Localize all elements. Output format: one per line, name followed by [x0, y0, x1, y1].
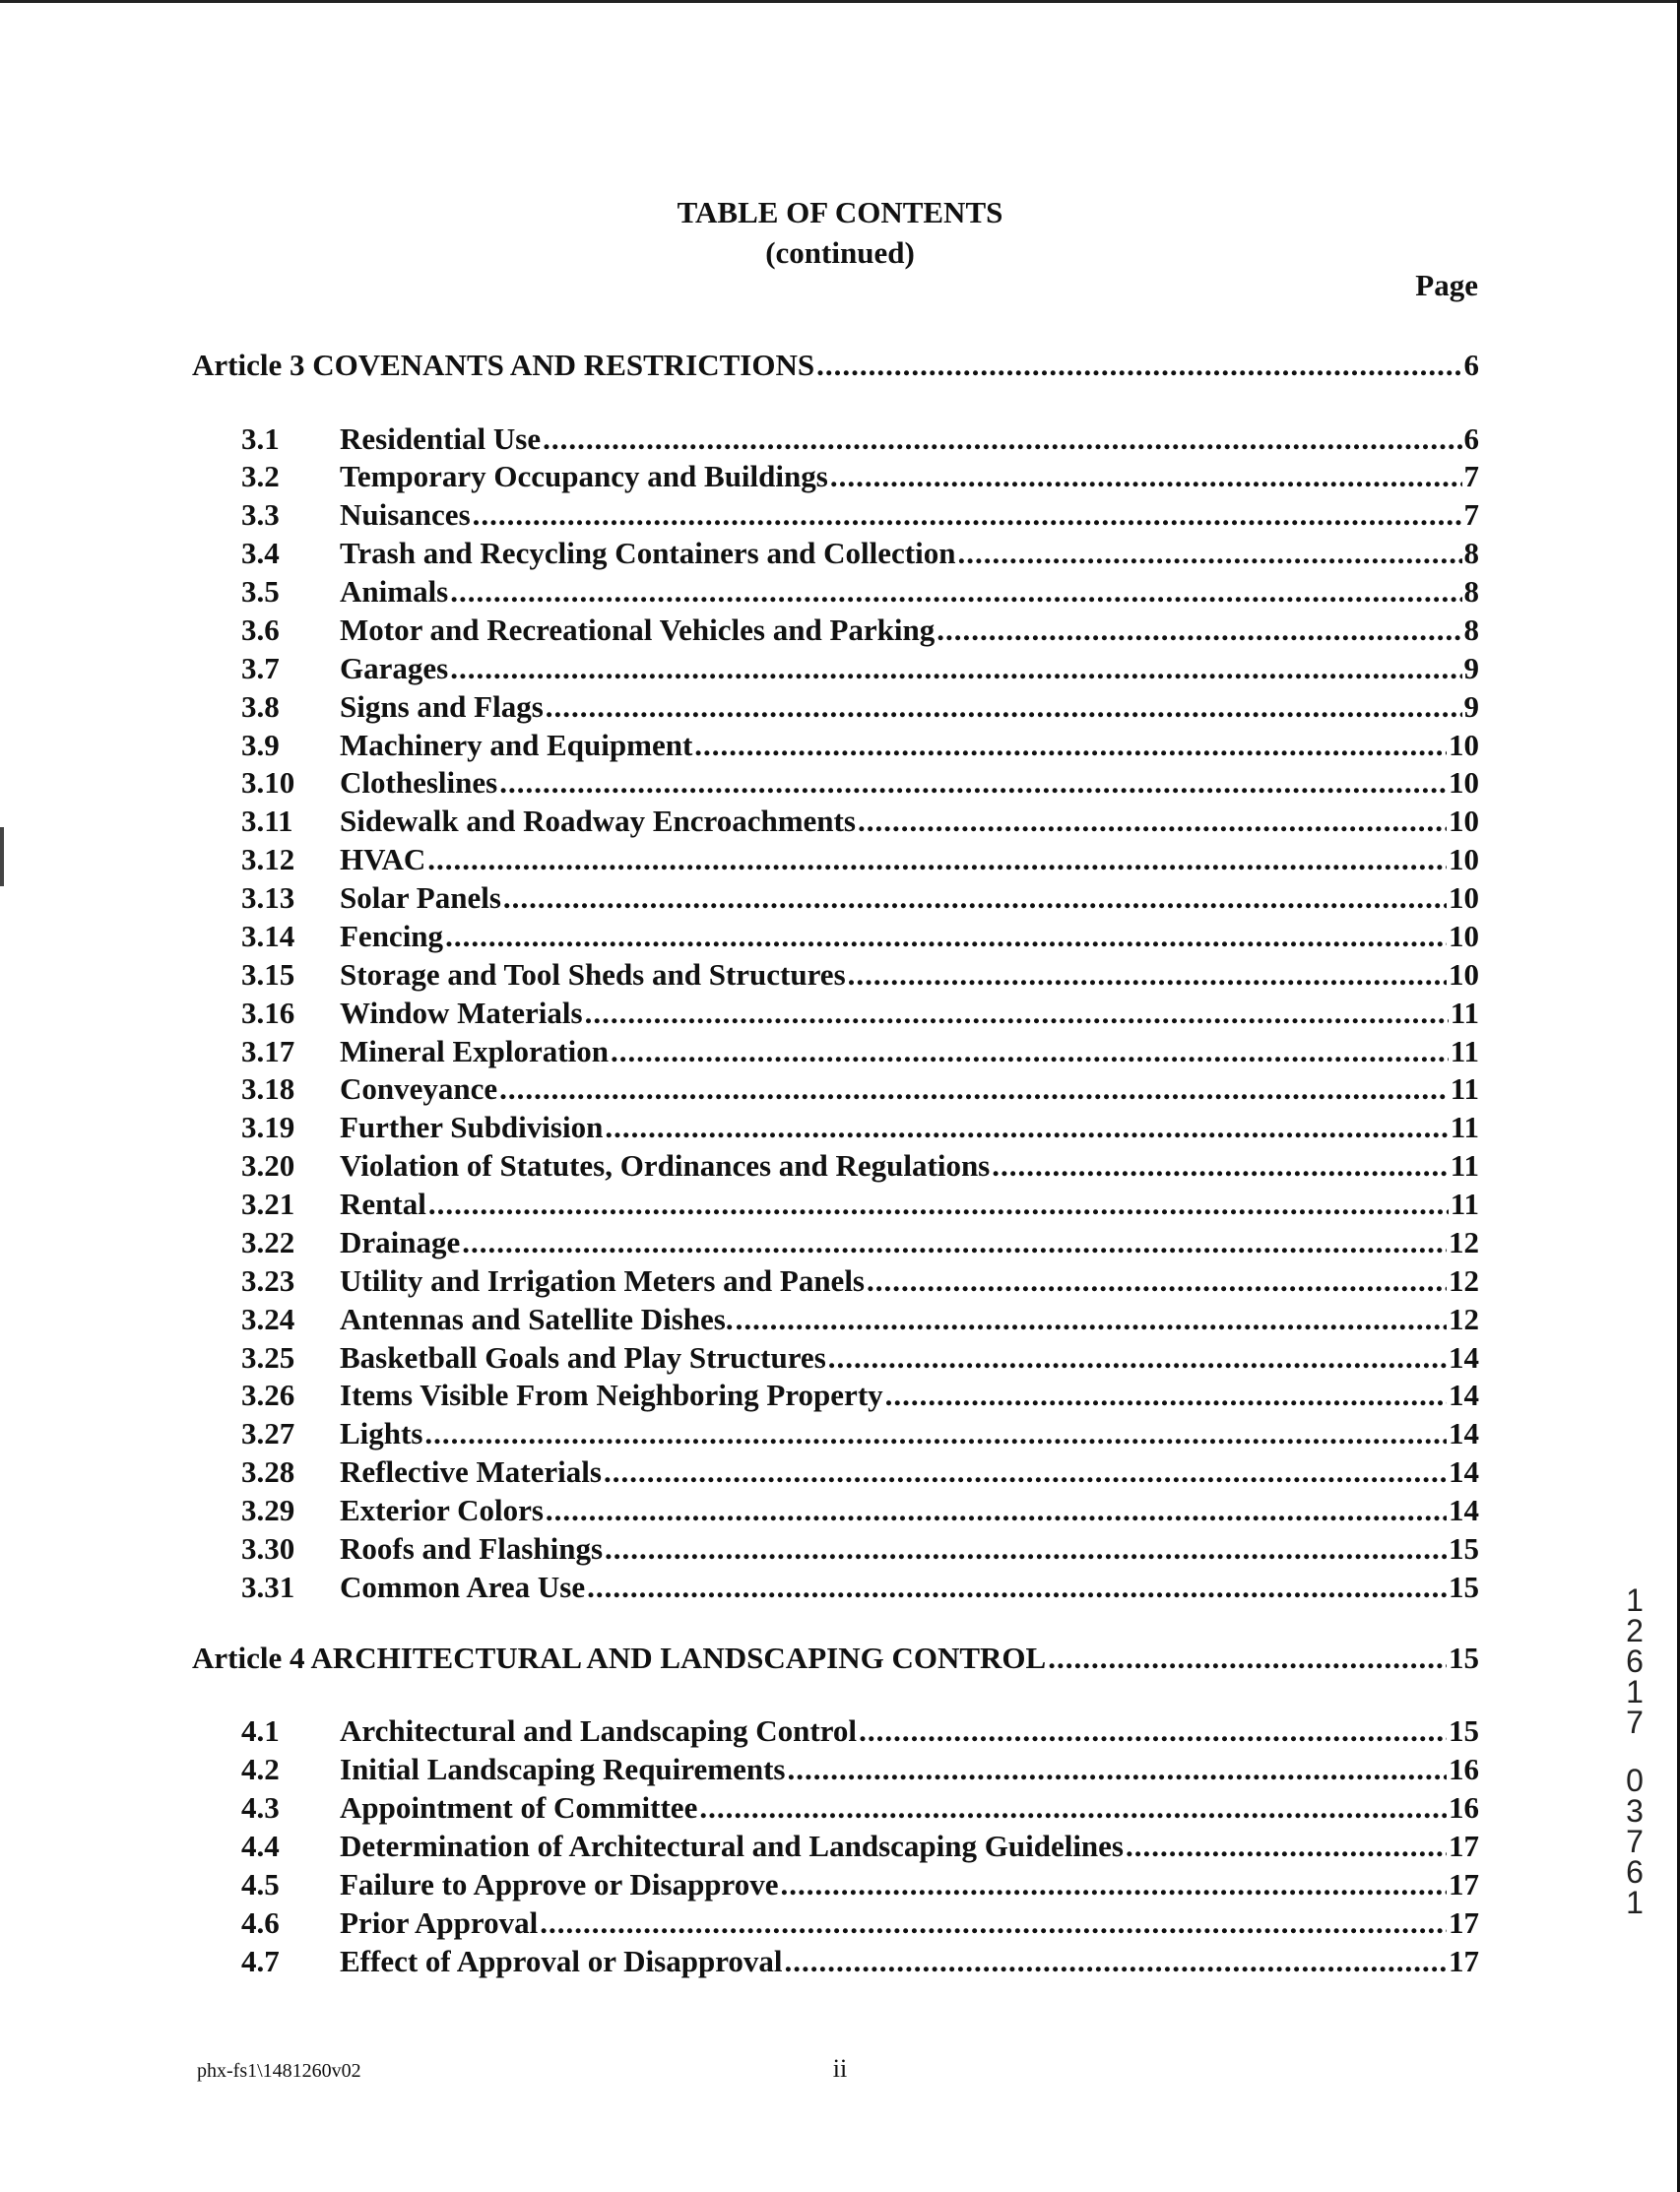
toc-page-number: 17: [1449, 1944, 1479, 1978]
dot-leader: [450, 650, 1461, 687]
toc-section-number: 3.7: [241, 651, 280, 685]
toc-page-number: 7: [1463, 459, 1479, 493]
toc-page-number: 10: [1449, 880, 1479, 915]
toc-entry-title: Machinery and Equipment: [340, 728, 693, 762]
toc-section-number: 4.7: [241, 1944, 280, 1978]
dot-leader: [540, 1904, 1447, 1942]
toc-entry-title: Items Visible From Neighboring Property: [340, 1378, 883, 1412]
dot-leader: [885, 1377, 1447, 1414]
toc-entry-title: Animals: [340, 574, 449, 609]
toc-section-number: 3.12: [241, 842, 295, 876]
toc-page-number: 14: [1449, 1378, 1479, 1412]
toc-section-row: [241, 1033, 1479, 1070]
toc-section-number: 3.28: [241, 1454, 295, 1489]
toc-page-number: 17: [1449, 1905, 1479, 1940]
toc-entry-title: Architectural and Landscaping Control: [340, 1713, 858, 1748]
toc-section-number: 3.26: [241, 1378, 295, 1412]
toc-section-row: [241, 764, 1479, 802]
dot-leader: [585, 995, 1449, 1032]
dot-leader: [1126, 1828, 1447, 1865]
bates-stamp-digit: 7: [1626, 1705, 1644, 1740]
dot-leader: [605, 1530, 1447, 1568]
dot-leader: [428, 1186, 1449, 1223]
toc-section-row: [241, 1301, 1479, 1338]
toc-section-number: 3.29: [241, 1493, 295, 1527]
toc-entry-title: HVAC: [340, 842, 426, 876]
toc-section-row: [241, 1530, 1479, 1568]
toc-page-number: 17: [1449, 1829, 1479, 1863]
toc-page-number: 15: [1449, 1531, 1479, 1566]
dot-leader: [781, 1866, 1447, 1903]
bates-stamp-digit: 3: [1626, 1793, 1644, 1829]
toc-section-number: 3.14: [241, 919, 295, 953]
toc-page-number: 11: [1450, 1187, 1479, 1221]
toc-section-row: [241, 1751, 1479, 1788]
toc-title: TABLE OF CONTENTS: [677, 195, 1003, 229]
dot-leader: [499, 764, 1447, 802]
toc-entry-title: Sidewalk and Roadway Encroachments: [340, 804, 856, 838]
dot-leader: [427, 841, 1447, 878]
toc-page-number: 8: [1463, 574, 1479, 609]
toc-entry-title: Signs and Flags: [340, 689, 544, 724]
toc-section-row: [241, 612, 1479, 649]
toc-entry-title: Initial Landscaping Requirements: [340, 1752, 786, 1786]
toc-article-row: [192, 347, 1479, 384]
toc-entry-title: Failure to Approve or Disapprove: [340, 1867, 779, 1902]
scan-tick-left: [0, 827, 4, 886]
dot-leader: [694, 727, 1447, 764]
toc-entry-title: Mineral Exploration: [340, 1034, 609, 1068]
toc-section-number: 3.11: [241, 804, 293, 838]
toc-section-row: [241, 956, 1479, 994]
toc-entry-title: Temporary Occupancy and Buildings: [340, 459, 828, 493]
toc-entry-title: Conveyance: [340, 1071, 498, 1106]
toc-section-number: 3.13: [241, 880, 295, 915]
bates-stamp-digit: 6: [1626, 1644, 1644, 1679]
toc-entry-title: Effect of Approval or Disapproval: [340, 1944, 783, 1978]
toc-page-number: 10: [1449, 728, 1479, 762]
toc-page-number: 10: [1449, 842, 1479, 876]
toc-page-number: 15: [1449, 1570, 1479, 1604]
toc-section-row: [241, 803, 1479, 840]
toc-section-number: 3.18: [241, 1071, 295, 1106]
dot-leader: [830, 458, 1462, 495]
toc-page-number: 11: [1450, 1148, 1479, 1183]
toc-page-number: 14: [1449, 1493, 1479, 1527]
dot-leader: [937, 612, 1461, 649]
toc-entry-title: Storage and Tool Sheds and Structures: [340, 957, 846, 992]
toc-section-number: 3.9: [241, 728, 280, 762]
toc-page-number: 11: [1450, 996, 1479, 1030]
toc-entry-title: Drainage: [340, 1225, 461, 1259]
toc-section-row: [241, 1453, 1479, 1491]
toc-page-number: 9: [1463, 651, 1479, 685]
toc-entry-title: Solar Panels: [340, 880, 501, 915]
bates-stamp-digit: 0: [1626, 1763, 1644, 1798]
bates-stamp: [1615, 1582, 1654, 1920]
bates-stamp-digit: 1: [1626, 1674, 1644, 1709]
dot-leader: [867, 1262, 1447, 1300]
toc-entry-title: Utility and Irrigation Meters and Panels: [340, 1263, 865, 1298]
toc-page-number: 14: [1449, 1340, 1479, 1375]
dot-leader: [450, 573, 1461, 611]
dot-leader: [787, 1751, 1447, 1788]
toc-section-number: 4.2: [241, 1752, 280, 1786]
toc-page-number: 14: [1449, 1416, 1479, 1451]
toc-section-row: [241, 1828, 1479, 1865]
toc-page-number: 15: [1449, 1713, 1479, 1748]
toc-page-number: 11: [1450, 1110, 1479, 1144]
dot-leader: [546, 688, 1462, 726]
toc-section-row: [241, 1262, 1479, 1300]
toc-section-number: 3.31: [241, 1570, 295, 1604]
toc-section-row: [241, 918, 1479, 955]
toc-entry-title: Roofs and Flashings: [340, 1531, 604, 1566]
toc-section-row: [241, 1109, 1479, 1146]
toc-page-number: 10: [1449, 765, 1479, 800]
toc-entry-title: Lights: [340, 1416, 423, 1451]
toc-entry-title: Common Area Use: [340, 1570, 586, 1604]
toc-section-row: [241, 1377, 1479, 1414]
bates-stamp-digit: 1: [1626, 1582, 1644, 1618]
toc-section-number: 3.5: [241, 574, 280, 609]
toc-section-number: 4.1: [241, 1713, 280, 1748]
toc-page-number: 8: [1463, 536, 1479, 570]
toc-page-number: 11: [1450, 1071, 1479, 1106]
dot-leader: [462, 1224, 1447, 1261]
dot-leader: [785, 1943, 1447, 1980]
toc-section-number: 3.15: [241, 957, 295, 992]
toc-section-number: 3.27: [241, 1416, 295, 1451]
toc-section-row: [241, 458, 1479, 495]
toc-section-row: [241, 573, 1479, 611]
dot-leader: [587, 1569, 1447, 1606]
toc-section-row: [241, 1415, 1479, 1452]
toc-page-number: 12: [1449, 1225, 1479, 1259]
toc-page-number: 12: [1449, 1302, 1479, 1336]
toc-page-number: 10: [1449, 804, 1479, 838]
toc-section-row: [241, 727, 1479, 764]
scan-edge-top: [0, 0, 1680, 3]
dot-leader: [828, 1339, 1447, 1377]
toc-section-number: 3.3: [241, 497, 280, 532]
dot-leader: [604, 1453, 1447, 1491]
toc-section-number: 3.10: [241, 765, 295, 800]
toc-section-number: 4.4: [241, 1829, 280, 1863]
toc-article-row: [192, 1640, 1479, 1677]
toc-page-number: 12: [1449, 1263, 1479, 1298]
toc-section-row: [241, 1186, 1479, 1223]
toc-entry-title: Appointment of Committee: [340, 1790, 698, 1825]
page-number: ii: [832, 2054, 848, 2083]
toc-section-row: [241, 1147, 1479, 1185]
toc-page-number: 14: [1449, 1454, 1479, 1489]
toc-entry-title: Article 3 COVENANTS AND RESTRICTIONS: [192, 348, 815, 382]
toc-entry-title: Fencing: [340, 919, 444, 953]
dot-leader: [992, 1147, 1448, 1185]
toc-section-number: 3.24: [241, 1302, 295, 1336]
toc-entry-title: Prior Approval: [340, 1905, 539, 1940]
toc-section-row: [241, 1943, 1479, 1980]
dot-leader: [957, 535, 1461, 572]
toc-section-row: [241, 995, 1479, 1032]
toc-section-number: 3.30: [241, 1531, 295, 1566]
toc-section-number: 3.25: [241, 1340, 295, 1375]
toc-section-number: 3.17: [241, 1034, 295, 1068]
toc-entry-title: Basketball Goals and Play Structures: [340, 1340, 826, 1375]
dot-leader: [858, 803, 1447, 840]
toc-entry-title: Clotheslines: [340, 765, 498, 800]
toc-entry-title: Determination of Architectural and Landscaping Guidelines: [340, 1829, 1124, 1863]
dot-leader: [543, 420, 1461, 458]
toc-section-number: 4.5: [241, 1867, 280, 1902]
toc-entry-title: Window Materials: [340, 996, 583, 1030]
toc-section-number: 4.3: [241, 1790, 280, 1825]
toc-section-row: [241, 1339, 1479, 1377]
bates-stamp-digit: 6: [1626, 1854, 1644, 1890]
toc-entry-title: Further Subdivision: [340, 1110, 604, 1144]
toc-entry-title: Antennas and Satellite Dishes.: [340, 1302, 734, 1336]
bates-stamp-digit: 7: [1626, 1824, 1644, 1859]
dot-leader: [611, 1033, 1449, 1070]
dot-leader: [816, 347, 1461, 384]
dot-leader: [503, 879, 1447, 917]
toc-section-number: 3.21: [241, 1187, 295, 1221]
toc-section-row: [241, 1492, 1479, 1529]
toc-section-row: [241, 688, 1479, 726]
bates-stamp-top: [1615, 1582, 1654, 1740]
dot-leader: [859, 1712, 1447, 1750]
toc-entry-title: Garages: [340, 651, 449, 685]
toc-page-number: 10: [1449, 919, 1479, 953]
dot-leader: [736, 1301, 1447, 1338]
toc-section-number: 3.19: [241, 1110, 295, 1144]
toc-section-row: [241, 1569, 1479, 1606]
document-id: phx-fs1\1481260v02: [197, 2060, 361, 2082]
toc-page-number: 11: [1450, 1034, 1479, 1068]
toc-section-number: 3.22: [241, 1225, 295, 1259]
toc-section-number: 3.6: [241, 612, 280, 647]
toc-entry-title: Violation of Statutes, Ordinances and Regulations: [340, 1148, 991, 1183]
toc-entry-title: Nuisances: [340, 497, 471, 532]
toc-page-number: 15: [1449, 1641, 1479, 1675]
toc-section-row: [241, 1866, 1479, 1903]
toc-section-row: [241, 1712, 1479, 1750]
toc-entry-title: Reflective Materials: [340, 1454, 602, 1489]
toc-page-number: 16: [1449, 1752, 1479, 1786]
toc-entry-title: Rental: [340, 1187, 426, 1221]
toc-section-row: [241, 1904, 1479, 1942]
dot-leader: [1048, 1640, 1447, 1677]
toc-section-row: [241, 1070, 1479, 1108]
toc-entry-title: Trash and Recycling Containers and Collection: [340, 536, 956, 570]
toc-page-number: 17: [1449, 1867, 1479, 1902]
toc-page-number: 9: [1463, 689, 1479, 724]
toc-section-number: 3.2: [241, 459, 280, 493]
toc-entry-title: Article 4 ARCHITECTURAL AND LANDSCAPING CONTROL: [192, 1641, 1047, 1675]
toc-section-row: [241, 1224, 1479, 1261]
bates-stamp-digit: 1: [1626, 1885, 1644, 1920]
dot-leader: [473, 496, 1462, 534]
toc-section-number: 4.6: [241, 1905, 280, 1940]
dot-leader: [699, 1789, 1447, 1827]
toc-section-number: 3.16: [241, 996, 295, 1030]
dot-leader: [424, 1415, 1447, 1452]
page-column-label: Page: [1415, 268, 1478, 302]
toc-page-number: 10: [1449, 957, 1479, 992]
toc-entry-title: Residential Use: [340, 421, 542, 456]
toc-section-row: [241, 841, 1479, 878]
toc-section-row: [241, 1789, 1479, 1827]
toc-page-number: 7: [1463, 497, 1479, 532]
toc-section-row: [241, 650, 1479, 687]
toc-section-number: 3.4: [241, 536, 280, 570]
toc-section-number: 3.20: [241, 1148, 295, 1183]
toc-page-number: 6: [1463, 348, 1479, 382]
toc-entry-title: Motor and Recreational Vehicles and Parking: [340, 612, 936, 647]
toc-section-row: [241, 496, 1479, 534]
toc-page-number: 6: [1463, 421, 1479, 456]
toc-page-number: 16: [1449, 1790, 1479, 1825]
bates-stamp-digit: 2: [1626, 1613, 1644, 1648]
dot-leader: [605, 1109, 1448, 1146]
toc-section-row: [241, 879, 1479, 917]
dot-leader: [848, 956, 1447, 994]
toc-entry-title: Exterior Colors: [340, 1493, 544, 1527]
toc-section-row: [241, 420, 1479, 458]
toc-section-row: [241, 535, 1479, 572]
toc-section-number: 3.8: [241, 689, 280, 724]
toc-section-number: 3.1: [241, 421, 280, 456]
dot-leader: [546, 1492, 1447, 1529]
dot-leader: [499, 1070, 1449, 1108]
toc-subtitle: (continued): [765, 235, 915, 270]
toc-page-number: 8: [1463, 612, 1479, 647]
dot-leader: [445, 918, 1447, 955]
bates-stamp-bottom: [1615, 1763, 1654, 1920]
toc-section-number: 3.23: [241, 1263, 295, 1298]
